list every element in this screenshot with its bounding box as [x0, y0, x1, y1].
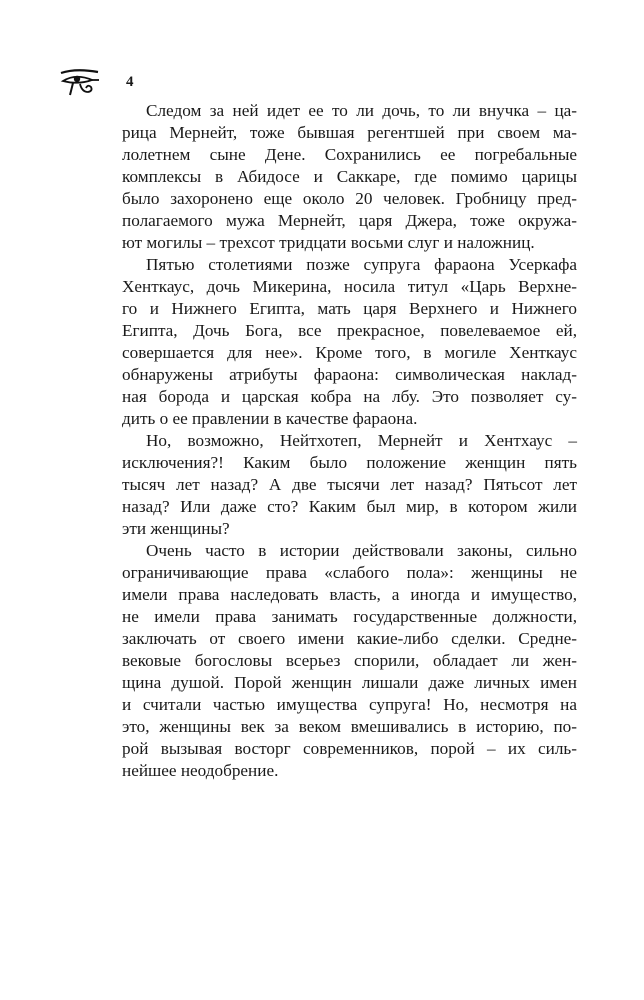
- text-line: щина душой. Порой женщин лишали даже личных имен: [122, 673, 577, 692]
- text-line: совершается для нее». Кроме того, в могиле Хенткаус: [122, 343, 577, 362]
- page-header: [58, 66, 134, 100]
- text-line: имели права наследовать власть, а иногда и имущество,: [122, 585, 577, 604]
- text-line: Хенткаус, дочь Микерина, носила титул «Царь Верхне-: [122, 277, 577, 296]
- paragraph: [122, 430, 577, 540]
- text-line: ют могилы – трехсот тридцати восьми слуг и наложниц.: [122, 233, 535, 252]
- text-line: Египта, Дочь Бога, все прекрасное, повелеваемое ей,: [122, 321, 577, 340]
- text-line: дить о ее правлении в качестве фараона.: [122, 409, 418, 428]
- text-line: Но, возможно, Нейтхотеп, Мернейт и Хентхаус –: [146, 431, 577, 450]
- text-line: не имели права занимать государственные должности,: [122, 607, 577, 626]
- text-line: вековые богословы всерьез спорили, обладает ли жен-: [122, 651, 577, 670]
- text-line: Очень часто в истории действовали законы, сильно: [146, 541, 577, 560]
- text-line: ограничивающие права «слабого пола»: женщины не: [122, 563, 577, 582]
- text-line: это, женщины век за веком вмешивались в историю, по-: [122, 717, 577, 736]
- text-line: полагаемого мужа Мернейт, царя Джера, тоже окружа-: [122, 211, 577, 230]
- text-line: тысяч лет назад? А две тысячи лет назад? Пятьсот лет: [122, 475, 577, 494]
- text-line: назад? Или даже сто? Каким был мир, в котором жили: [122, 497, 577, 516]
- text-line: нейшее неодобрение.: [122, 761, 279, 780]
- text-line: исключения?! Каким было положение женщин пять: [122, 453, 577, 472]
- text-line: было захоронено еще около 20 человек. Гробницу пред-: [122, 189, 577, 208]
- text-line: лолетнем сыне Дене. Сохранились ее погребальные: [122, 145, 577, 164]
- text-line: Пятью столетиями позже супруга фараона Усеркафа: [146, 255, 577, 274]
- eye-of-horus-icon: [58, 68, 102, 98]
- paragraph: [122, 540, 577, 782]
- text-line: го и Нижнего Египта, мать царя Верхнего и Нижнего: [122, 299, 577, 318]
- text-line: рица Мернейт, тоже бывшая регентшей при своем ма-: [122, 123, 577, 142]
- paragraph: [122, 100, 577, 254]
- text-line: комплексы в Абидосе и Саккаре, где помимо царицы: [122, 167, 577, 186]
- text-line: эти женщины?: [122, 519, 230, 538]
- text-line: рой вызывая восторг современников, порой – их силь-: [122, 739, 577, 758]
- page-number: 4: [126, 74, 134, 90]
- text-line: заключать от своего имени какие-либо сделки. Средне-: [122, 629, 577, 648]
- paragraph: [122, 254, 577, 430]
- text-line: обнаружены атрибуты фараона: символическая наклад-: [122, 365, 577, 384]
- text-line: и считали частью имущества супруга! Но, несмотря на: [122, 695, 577, 714]
- text-line: ная борода и царская кобра на лбу. Это позволяет су-: [122, 387, 577, 406]
- text-line: Следом за ней идет ее то ли дочь, то ли внучка – ца-: [146, 101, 577, 120]
- body-text: [122, 100, 577, 782]
